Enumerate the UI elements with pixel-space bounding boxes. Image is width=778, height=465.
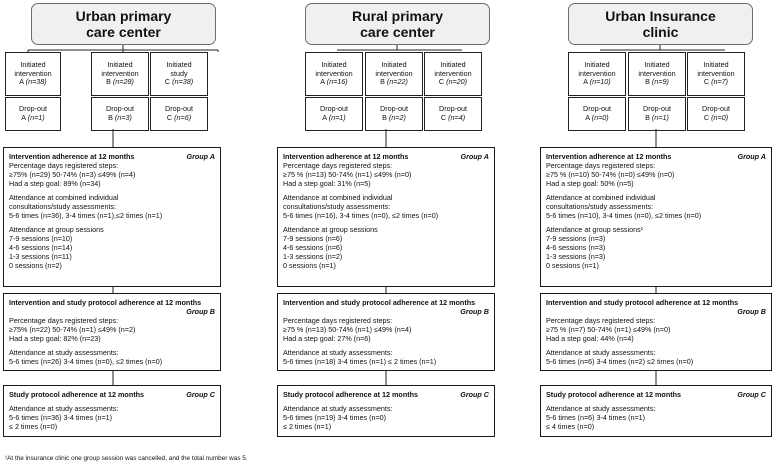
group-label: Group C [460, 390, 489, 399]
title-rural-primary-care: Rural primary care center [305, 3, 490, 45]
group-label: Group A [186, 152, 215, 161]
text-line: Percentage days registered steps: [283, 161, 393, 170]
group-label: Group C [737, 390, 766, 399]
text-line: Percentage days registered steps: [9, 161, 119, 170]
panel-header: Intervention and study protocol adherence at 12 months [9, 298, 202, 307]
text-line: 5-6 times (n=36) 3-4 times (n=1) [9, 413, 113, 422]
title-urban-primary-care: Urban primary care center [31, 3, 216, 45]
text-line: Had a step goal: 44% (n=4) [546, 334, 634, 343]
text-line: ≥75 % (n=7) 50-74% (n=1) ≤49% (n=0) [546, 325, 671, 334]
text-line: Attendance at study assessments: [283, 348, 393, 357]
text-line: 4-6 sessions (n=6) [283, 243, 343, 252]
text-line: 7-9 sessions (n=6) [283, 234, 343, 243]
text-line: 5-6 times (n=26) 3-4 times (n=0), ≤2 times (n=0) [9, 357, 163, 366]
text-line: Attendance at group sessions [9, 225, 104, 234]
initiated-box-a: Initiated intervention A (n=16) [305, 52, 363, 96]
initiated-box-c: Initiated intervention C (n=7) [687, 52, 745, 96]
dropout-box-c: Drop-out C (n=4) [424, 97, 482, 131]
text-line: ≥75 % (n=13) 50-74% (n=1) ≤49% (n=0) [283, 170, 412, 179]
text-line: 5-6 times (n=19) 3-4 times (n=0) [283, 413, 387, 422]
text-line: Attendance at study assessments: [9, 348, 119, 357]
text-line: Had a step goal: 31% (n=5) [283, 179, 371, 188]
text-line: Attendance at combined individual [9, 193, 119, 202]
panel-header: Intervention adherence at 12 months [9, 152, 135, 161]
text-line: ≥75 % (n=10) 50-74% (n=0) ≤49% (n=0) [546, 170, 675, 179]
text-line: ≤ 2 times (n=1) [283, 422, 332, 431]
text-line: 1-3 sessions (n=3) [546, 252, 606, 261]
group-label: Group C [186, 390, 215, 399]
panel-header: Study protocol adherence at 12 months [283, 390, 418, 399]
text-line: Percentage days registered steps: [546, 316, 656, 325]
dropout-box-b: Drop-out B (n=3) [91, 97, 149, 131]
text-line: consultations/study assessments: [546, 202, 654, 211]
text-line: Attendance at study assessments: [283, 404, 393, 413]
panel-header: Study protocol adherence at 12 months [9, 390, 144, 399]
dropout-box-a: Drop-out A (n=0) [568, 97, 626, 131]
panel-header: Intervention adherence at 12 months [283, 152, 409, 161]
text-line: Attendance at group sessions¹ [546, 225, 644, 234]
text-line: Attendance at study assessments: [546, 404, 656, 413]
text-line: Had a step goal: 89% (n=34) [9, 179, 101, 188]
text-line: Percentage days registered steps: [283, 316, 393, 325]
initiated-box-c: Initiated study C (n=38) [150, 52, 208, 96]
dropout-box-b: Drop-out B (n=1) [628, 97, 686, 131]
text-line: 5-6 times (n=18) 3-4 times (n=1) ≤ 2 times (n=1) [283, 357, 437, 366]
text-line: ≥75% (n=29) 50-74% (n=3) ≤49% (n=4) [9, 170, 136, 179]
text-line: ≤ 2 times (n=0) [9, 422, 58, 431]
text-line: 5-6 times (n=6) 3-4 times (n=1) [546, 413, 646, 422]
text-line: Percentage days registered steps: [546, 161, 656, 170]
dropout-box-c: Drop-out C (n=0) [687, 97, 745, 131]
initiated-box-c: Initiated intervention C (n=20) [424, 52, 482, 96]
text-line: consultations/study assessments: [9, 202, 117, 211]
dropout-box-b: Drop-out B (n=2) [365, 97, 423, 131]
panel-header: Study protocol adherence at 12 months [546, 390, 681, 399]
group-label: Group B [737, 307, 766, 316]
text-line: consultations/study assessments: [283, 202, 391, 211]
text-line: 1-3 sessions (n=11) [9, 252, 72, 261]
group-label: Group B [460, 307, 489, 316]
text-line: 5-6 times (n=16), 3-4 times (n=0), ≤2 times (n=0) [283, 211, 439, 220]
text-line: Attendance at combined individual [546, 193, 656, 202]
text-line: ≤ 4 times (n=0) [546, 422, 595, 431]
text-line: 4-6 sessions (n=14) [9, 243, 73, 252]
initiated-box-b: Initiated intervention B (n=28) [91, 52, 149, 96]
text-line: 5-6 times (n=10), 3-4 times (n=0), ≤2 times (n=0) [546, 211, 702, 220]
dropout-box-a: Drop-out A (n=1) [305, 97, 363, 131]
initiated-box-b: Initiated intervention B (n=22) [365, 52, 423, 96]
text-line: Had a step goal: 50% (n=5) [546, 179, 634, 188]
text-line: 0 sessions (n=1) [546, 261, 599, 270]
panel-header: Intervention and study protocol adherence at 12 months [546, 298, 739, 307]
text-line: 7-9 sessions (n=10) [9, 234, 73, 243]
text-line: 5-6 times (n=36), 3-4 times (n=1),≤2 times (n=1) [9, 211, 163, 220]
title-urban-insurance-clinic: Urban Insurance clinic [568, 3, 753, 45]
text-line: 0 sessions (n=1) [283, 261, 336, 270]
text-line: Attendance at combined individual [283, 193, 393, 202]
group-label: Group B [186, 307, 215, 316]
panel-header: Intervention adherence at 12 months [546, 152, 672, 161]
text-line: 7-9 sessions (n=3) [546, 234, 606, 243]
initiated-box-a: Initiated intervention A (n=38) [5, 52, 61, 96]
dropout-box-c: Drop-out C (n=6) [150, 97, 208, 131]
text-line: 5-6 times (n=6) 3-4 times (n=2) ≤2 times (n=0) [546, 357, 694, 366]
text-line: Percentage days registered steps: [9, 316, 119, 325]
dropout-box-a: Drop-out A (n=1) [5, 97, 61, 131]
text-line: Attendance at study assessments: [546, 348, 656, 357]
initiated-box-a: Initiated intervention A (n=10) [568, 52, 626, 96]
text-line: Had a step goal: 27% (n=6) [283, 334, 371, 343]
group-label: Group A [460, 152, 489, 161]
text-line: Attendance at study assessments: [9, 404, 119, 413]
footnote: ¹At the insurance clinic one group session was cancelled, and the total number was 5. [5, 455, 248, 462]
group-label: Group A [737, 152, 766, 161]
panel-header: Intervention and study protocol adherence at 12 months [283, 298, 476, 307]
text-line: 4-6 sessions (n=3) [546, 243, 606, 252]
text-line: Had a step goal: 82% (n=23) [9, 334, 101, 343]
text-line: 1-3 sessions (n=2) [283, 252, 343, 261]
initiated-box-b: Initiated intervention B (n=9) [628, 52, 686, 96]
text-line: Attendance at group sessions [283, 225, 378, 234]
text-line: ≥75 % (n=13) 50-74% (n=1) ≤49% (n=4) [283, 325, 412, 334]
text-line: 0 sessions (n=2) [9, 261, 62, 270]
text-line: ≥75% (n=22) 50-74% (n=1) ≤49% (n=2) [9, 325, 136, 334]
